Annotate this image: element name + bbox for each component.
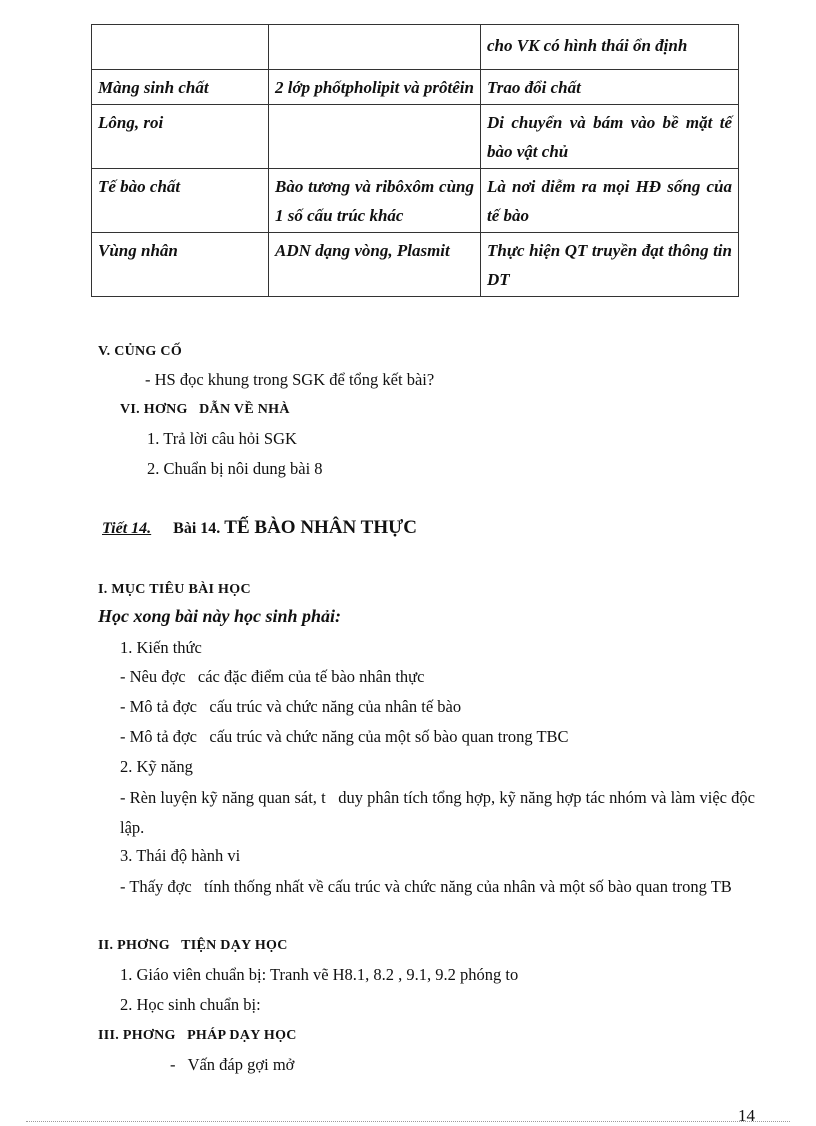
table-row	[92, 169, 739, 233]
list-item: - Mô tả đợc cấu trúc và chức năng của một số bào quan trong TBC	[120, 727, 569, 746]
lesson-name: TẾ BÀO NHÂN THỰC	[224, 517, 417, 538]
cell-function: Là nơi diễm ra mọi HĐ sống của tế bào	[481, 169, 739, 233]
section-heading-objectives: I. MỤC TIÊU BÀI HỌC	[98, 582, 251, 597]
cell-structure	[269, 25, 481, 70]
cell-function: Trao đổi chất	[481, 70, 739, 105]
objectives-subtitle: Học xong bài này học sinh phải:	[98, 606, 342, 626]
table-row	[92, 233, 739, 297]
cell-structure	[269, 105, 481, 169]
page-number: 14	[738, 1106, 755, 1125]
list-item: 1. Kiến thức	[120, 638, 202, 657]
table-row	[92, 105, 739, 169]
section-heading-homework: VI. HƠNG DẪN VỀ NHÀ	[120, 402, 290, 417]
list-item: 2. Học sinh chuẩn bị:	[120, 995, 261, 1014]
cell-structure: 2 lớp phốtpholipit và prôtêin	[269, 70, 481, 105]
list-item: 1. Giáo viên chuẩn bị: Tranh vẽ H8.1, 8.2 , 9.1, 9.2 phóng to	[120, 965, 519, 984]
list-item: - Vấn đáp gợi mở	[170, 1055, 295, 1074]
cell-part: Vùng nhân	[92, 233, 269, 297]
table-row	[92, 25, 739, 70]
cell-function: Di chuyển và bám vào bề mặt tế bào vật chủ	[481, 105, 739, 169]
list-item: 2. Chuẩn bị nôi dung bài 8	[147, 459, 323, 478]
section-heading-methods: III. PHƠNG PHÁP DẠY HỌC	[98, 1028, 297, 1043]
paragraph: - Rèn luyện kỹ năng quan sát, t duy phân tích tổng hợp, kỹ năng hợp tác nhóm và làm việc độc lập.	[120, 788, 760, 837]
list-item: 2. Kỹ năng	[120, 757, 193, 776]
section-heading-means: II. PHƠNG TIỆN DẠY HỌC	[98, 938, 288, 953]
list-item: - Mô tả đợc cấu trúc và chức năng của nhân tế bào	[120, 697, 462, 716]
list-item: - HS đọc khung trong SGK để tổng kết bài?	[145, 370, 435, 389]
structure-table	[91, 24, 739, 297]
cell-part	[92, 25, 269, 70]
cell-structure: Bào tương và ribôxôm cùng 1 số cấu trúc khác	[269, 169, 481, 233]
cell-part: Lông, roi	[92, 105, 269, 169]
cell-part: Màng sinh chất	[92, 70, 269, 105]
list-item: 1. Trả lời câu hỏi SGK	[147, 429, 297, 448]
lesson-title	[102, 517, 417, 539]
cell-part: Tế bào chất	[92, 169, 269, 233]
paragraph: - Thấy đợc tính thống nhất về cấu trúc và chức năng của nhân và một số bào quan trong TB	[120, 877, 732, 896]
lesson-number: Bài 14.	[173, 520, 221, 537]
footer-rule	[26, 1121, 790, 1122]
list-item: 3. Thái độ hành vi	[120, 846, 241, 865]
table-row	[92, 70, 739, 105]
cell-function: Thực hiện QT truyền đạt thông tin DT	[481, 233, 739, 297]
cell-structure: ADN dạng vòng, Plasmit	[269, 233, 481, 297]
list-item: - Nêu đợc các đặc điểm của tế bào nhân thực	[120, 667, 425, 686]
section-heading-cung-co: V. CỦNG CỐ	[98, 344, 183, 359]
cell-function: cho VK có hình thái ổn định	[481, 25, 739, 70]
lesson-period: Tiết 14.	[102, 520, 152, 537]
